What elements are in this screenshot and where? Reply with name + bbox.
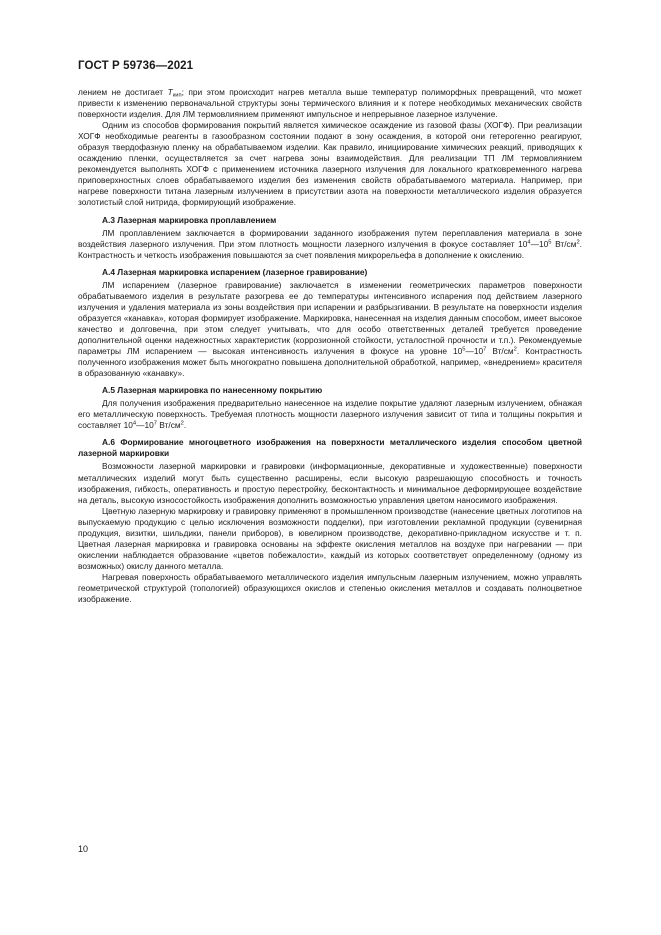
section-heading-a6: А.6 Формирование многоцветного изображения на поверхности металлического изделия способом цветной лазерной маркировки bbox=[78, 437, 582, 459]
paragraph-text: —10 bbox=[465, 346, 484, 357]
paragraph-continuation bbox=[78, 87, 582, 120]
symbol-t: T bbox=[167, 87, 173, 97]
paragraph-text: . Контрастность и четкость изображения повышаются за счет появления микрорельефа в дополнение к окислению. bbox=[78, 238, 582, 260]
superscript: 2 bbox=[180, 420, 184, 427]
paragraph-text: —10 bbox=[530, 238, 549, 249]
paragraph-text: Вт/см bbox=[156, 420, 181, 431]
page-number: 10 bbox=[78, 844, 89, 854]
paragraph-hogf: Одним из способов формирования покрытий является химическое осаждение из газовой фазы (ХОГФ). При реализации ХОГФ необходимые реагенты в газообразном состоянии подают в зону осаждения, в которой они гетерогенно реагируют, образуя твердофазную пленку на обрабатываемом изделии. Как правило, инициирование химических реакций, приводящих к осаждению пленки, осуществляется за счет нагрева зоны взаимодействия. Для реализации ТП ЛМ термовлиянием рекомендуется выполнять ХОГФ с применением источника лазерного излучения для локального кратковременного нагрева приповерхностных слоев обрабатываемого изделия без изменения свойств обрабатываемого материала. Например, при нагреве поверхности титана лазерным излучением в присутствии азота на поверхности металлического изделия образуется золотистый слой нитрида, формирующий изображение. bbox=[78, 120, 582, 208]
superscript: 2 bbox=[576, 239, 580, 246]
paragraph-a4 bbox=[78, 280, 582, 379]
superscript: 7 bbox=[153, 420, 157, 427]
paragraph-text: ЛМ испарением (лазерное гравирование) заключается в изменении геометрических параметров поверхности обрабатываемого изделия в результате разогрева ее до температуры интенсивного испарения под действием лазерного излучения и удаления материала из зоны воздействия при испарении и разбрызгивании. В результате на поверхности изделия образуется «канавка», которая формирует изображение. Маркировка, нанесенная на изделия данным способом, имеет высокое качество и долговечна, при этом следует учитывать, что для особо ответственных деталей требуется проведение дополнительной оценки надежностных характеристик (коррозионной стойкости, усталостной прочности и т.п.). Рекомендуемые параметры ЛМ испарением — высокая интенсивность излучения в фокусе на уровне 10 bbox=[78, 279, 582, 357]
paragraph-text: ; при этом происходит нагрев металла выше температур полиморфных превращений, что может привести к изменению первоначальной структуры зоны термического влияния и к потере необходимых механических свойств поверхности изделия. Для ЛМ термовлиянием применяют импульсное и непрерывное лазерное излучение. bbox=[78, 87, 582, 120]
superscript: 4 bbox=[527, 239, 531, 246]
paragraph-text: Вт/см bbox=[551, 238, 577, 249]
paragraph-a6-3: Нагревая поверхность обрабатываемого металлического изделия импульсным лазерным излучением, можно управлять геометрической структурой (топологией) образующихся окислов и степенью окисления металлов и создавать полноцветное изображение. bbox=[78, 571, 582, 605]
paragraph-text: . Контрастность полученного изображения может быть многократно повышена дополнительной обработкой, например, «внедрением» красителя в образованную «канавку». bbox=[78, 346, 582, 379]
superscript: 4 bbox=[132, 420, 137, 427]
superscript: 5 bbox=[462, 346, 466, 353]
paragraph-text: Для получения изображения предварительно нанесенное на изделие покрытие удаляют лазерным излучением, обнажая его металлическую поверхность. Требуемая плотность мощности лазерного излучения зависит от типа и толщины покрытия и составляет 10 bbox=[78, 398, 582, 431]
symbol-subscript: кип bbox=[172, 92, 182, 99]
paragraph-a5 bbox=[78, 398, 582, 431]
section-heading-a4: А.4 Лазерная маркировка испарением (лазерное гравирование) bbox=[102, 266, 368, 277]
section-heading-a3: А.3 Лазерная маркировка проплавлением bbox=[102, 214, 277, 225]
paragraph-text: . bbox=[183, 420, 187, 431]
paragraph-a6-1: Возможности лазерной маркировки и гравировки (информационные, декоративные и художественные) поверхности металлических изделий могут быть существенно расширены, если высокую разрешающую способность и точность изображения, гибкость, оперативность и простую перестройку, бесконтактность и минимальное деформирующее воздействие на деталь, высокую износостойкость изображения дополнить возможностью управления цветом наносимого изображения. bbox=[78, 461, 582, 505]
document-header-title: ГОСТ Р 59736—2021 bbox=[78, 60, 194, 72]
superscript: 2 bbox=[513, 346, 517, 353]
superscript: 7 bbox=[483, 346, 487, 353]
paragraph-text: лением не достигает bbox=[78, 87, 168, 97]
paragraph-a3 bbox=[78, 228, 582, 261]
superscript: 5 bbox=[548, 239, 552, 246]
paragraph-text: Вт/см bbox=[486, 346, 514, 357]
paragraph-text: —10 bbox=[136, 420, 154, 431]
paragraph-a6-2: Цветную лазерную маркировку и гравировку применяют в промышленном производстве (нанесение цветных логотипов на выпускаемую продукцию с целью исключения возможности подделки), при изготовлении рекламной продукции (сувенирная продукция, визитки, шильдики, панели приборов), в ювелирном производстве, декоративно-прикладном искусстве и т. п. Цветная лазерная маркировка и гравировка основаны на эффекте окисления металлов на воздухе при нагревании — при окислении наблюдается образование «цветов побежалости», каждый из которых соответствует определенному (одному из возможных) окислу данного металла. bbox=[78, 505, 582, 571]
document-body bbox=[78, 87, 582, 605]
paragraph-text: ЛМ проплавлением заключается в формировании заданного изображения путем переплавления материала в зоне воздействия лазерного излучения. При этом плотность мощности лазерного излучения в фокусе составляет 10 bbox=[78, 227, 582, 249]
section-heading-a5: А.5 Лазерная маркировка по нанесенному покрытию bbox=[102, 385, 323, 396]
